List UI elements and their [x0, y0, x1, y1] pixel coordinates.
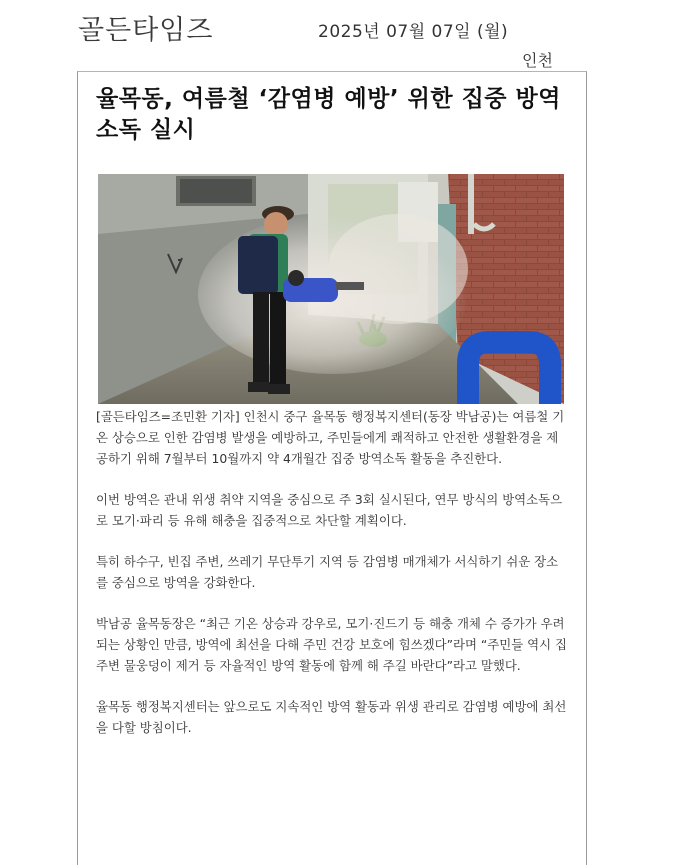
region-label: 인천 — [522, 51, 553, 70]
article-body — [96, 406, 570, 758]
article-photo — [98, 174, 564, 404]
newspaper-name: 골든타임즈 — [78, 15, 214, 46]
publication-date: 2025년 07월 07일 (월) — [318, 22, 509, 42]
article-paragraph: 특히 하수구, 빈집 주변, 쓰레기 무단투기 지역 등 감염병 매개체가 서식하기 쉬운 장소를 중심으로 방역을 강화한다. — [96, 554, 559, 590]
article-paragraph: 이번 방역은 관내 위생 취약 지역을 중심으로 주 3회 실시된다, 연무 방식의 방역소독으로 모기·파리 등 유해 해충을 집중적으로 차단할 계획이다. — [96, 492, 563, 528]
fogging-worker-photo — [98, 174, 564, 404]
article-paragraph: 율목동 행정복지센터는 앞으로도 지속적인 방역 활동과 위생 관리로 감염병 예방에 최선을 다할 방침이다. — [96, 699, 567, 735]
article-headline: 율목동, 여름철 ‘감염병 예방’ 위한 집중 방역소독 실시 — [96, 86, 561, 143]
article-paragraph: 박남공 율목동장은 “최근 기온 상승과 강우로, 모기·진드기 등 해충 개체 수 증가가 우려되는 상황인 만큼, 방역에 최선을 다해 주민 건강 보호에 힘쓰겠다”라며 “주민들 역시 집 주변 물웅덩이 제거 등 자율적인 방역 활동에 함께 해 주길 바란다”라고 말했다. — [96, 616, 567, 673]
masthead — [0, 0, 680, 72]
article-paragraph: [골든타임즈=조민환 기자] 인천시 중구 율목동 행정복지센터(동장 박남공)는 여름철 기온 상승으로 인한 감염병 발생을 예방하고, 주민들에게 쾌적하고 안전한 생활환경을 제공하기 위해 7월부터 10월까지 약 4개월간 집중 방역소독 활동을 추진한다. — [96, 409, 565, 466]
